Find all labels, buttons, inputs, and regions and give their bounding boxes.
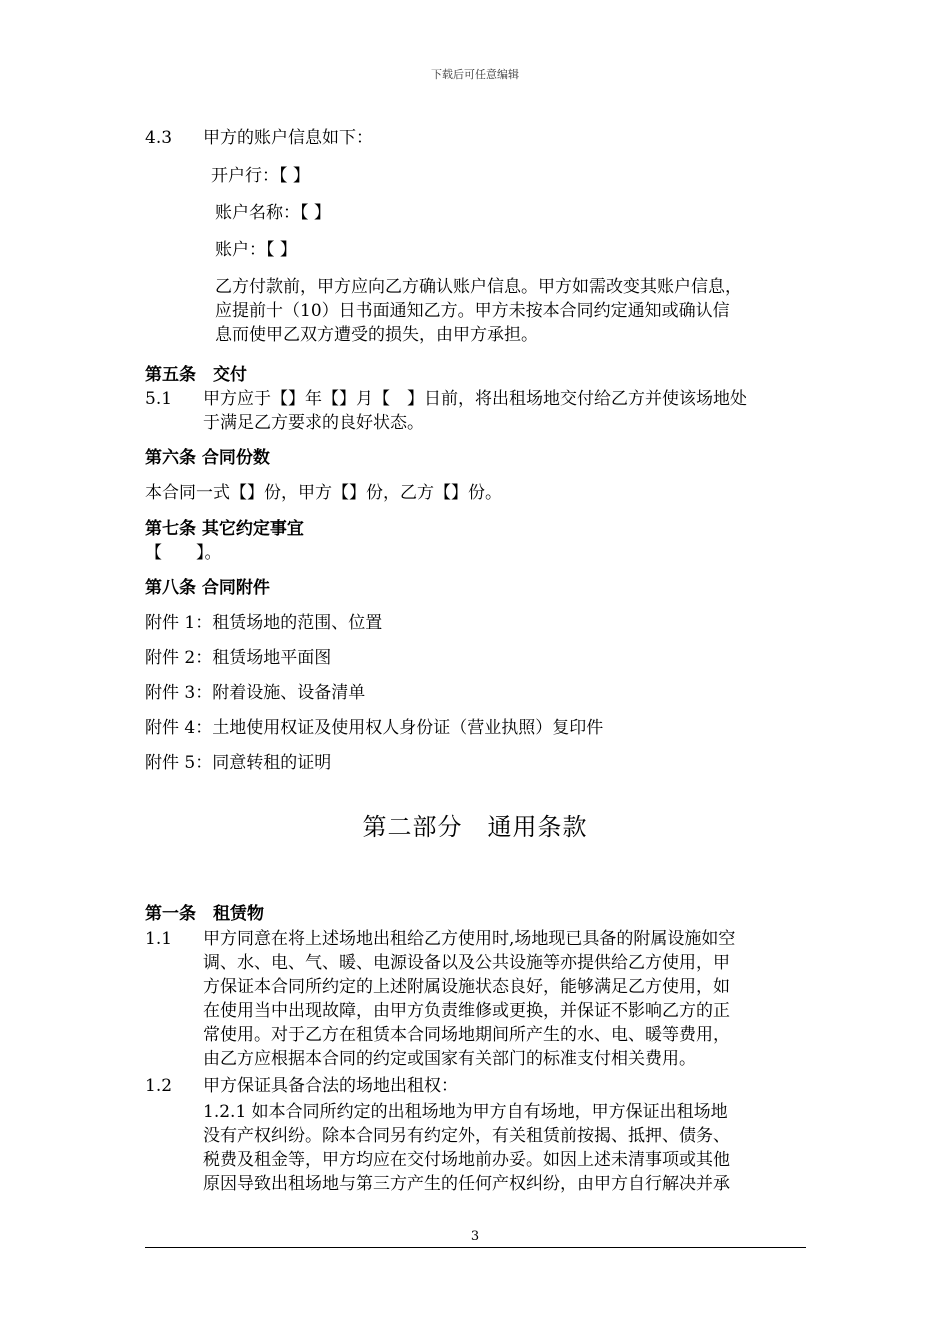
section-title: 甲方保证具备合法的场地出租权： bbox=[203, 1076, 458, 1096]
footer-divider bbox=[145, 1247, 806, 1248]
paragraph-line: 由乙方应根据本合同的约定或国家有关部门的标准支付相关费用。 bbox=[203, 1049, 696, 1069]
paragraph-line: 乙方付款前，甲方应向乙方确认账户信息。甲方如需改变其账户信息， bbox=[215, 277, 742, 297]
part-title: 第二部分 通用条款 bbox=[362, 813, 588, 841]
paragraph-line: 方保证本合同所约定的上述附属设施状态良好，能够满足乙方使用，如 bbox=[203, 977, 730, 997]
attachment-item: 附件 4：土地使用权证及使用权人身份证（营业执照）复印件 bbox=[145, 718, 604, 738]
paragraph-line: 原因导致出租场地与第三方产生的任何产权纠纷，由甲方自行解决并承 bbox=[203, 1174, 730, 1194]
article-heading: 第七条 其它约定事宜 bbox=[145, 519, 304, 539]
account-name-line: 账户名称：【 】 bbox=[215, 203, 331, 223]
paragraph-line: 调、水、电、气、暖、电源设备以及公共设施等亦提供给乙方使用，甲 bbox=[203, 953, 730, 973]
paragraph-line: 于满足乙方要求的良好状态。 bbox=[203, 413, 424, 433]
paragraph-line: 息而使甲乙双方遭受的损失，由甲方承担。 bbox=[215, 325, 538, 345]
paragraph-line: 税费及租金等，甲方均应在交付场地前办妥。如因上述未清事项或其他 bbox=[203, 1150, 730, 1170]
attachment-item: 附件 2：租赁场地平面图 bbox=[145, 648, 332, 668]
page-number: 3 bbox=[470, 1229, 480, 1244]
paragraph-line: 甲方应于【】年【】月【 】日前，将出租场地交付给乙方并使该场地处 bbox=[203, 389, 747, 409]
paragraph-line: 没有产权纠纷。除本合同另有约定外，有关租赁前按揭、抵押、债务、 bbox=[203, 1126, 730, 1146]
attachment-item: 附件 1：租赁场地的范围、位置 bbox=[145, 613, 383, 633]
paragraph-line: 本合同一式【】份，甲方【】份，乙方【】份。 bbox=[145, 483, 502, 503]
article-heading: 第一条 租赁物 bbox=[145, 904, 264, 924]
section-number: 1.2 bbox=[145, 1076, 173, 1096]
article-heading: 第六条 合同份数 bbox=[145, 448, 270, 468]
paragraph-line: 【 】。 bbox=[145, 543, 222, 563]
paragraph-line: 常使用。对于乙方在租赁本合同场地期间所产生的水、电、暖等费用， bbox=[203, 1025, 730, 1045]
attachment-item: 附件 3：附着设施、设备清单 bbox=[145, 683, 366, 703]
paragraph-line: 1.2.1 如本合同所约定的出租场地为甲方自有场地，甲方保证出租场地 bbox=[203, 1102, 728, 1122]
bank-line: 开户行：【 】 bbox=[211, 166, 310, 186]
paragraph-line: 甲方同意在将上述场地出租给乙方使用时,场地现已具备的附属设施如空 bbox=[203, 929, 736, 949]
section-title: 甲方的账户信息如下： bbox=[203, 128, 373, 148]
page-header: 下载后可任意编辑 bbox=[431, 68, 519, 81]
account-line: 账户：【 】 bbox=[215, 240, 297, 260]
attachment-item: 附件 5：同意转租的证明 bbox=[145, 753, 332, 773]
section-number: 1.1 bbox=[145, 929, 173, 949]
article-heading: 第八条 合同附件 bbox=[145, 578, 270, 598]
section-number: 5.1 bbox=[145, 389, 173, 409]
section-number: 4.3 bbox=[145, 128, 173, 148]
article-heading: 第五条 交付 bbox=[145, 365, 247, 385]
paragraph-line: 应提前十（10）日书面通知乙方。甲方未按本合同约定通知或确认信 bbox=[215, 301, 730, 321]
paragraph-line: 在使用当中出现故障，由甲方负责维修或更换，并保证不影响乙方的正 bbox=[203, 1001, 730, 1021]
